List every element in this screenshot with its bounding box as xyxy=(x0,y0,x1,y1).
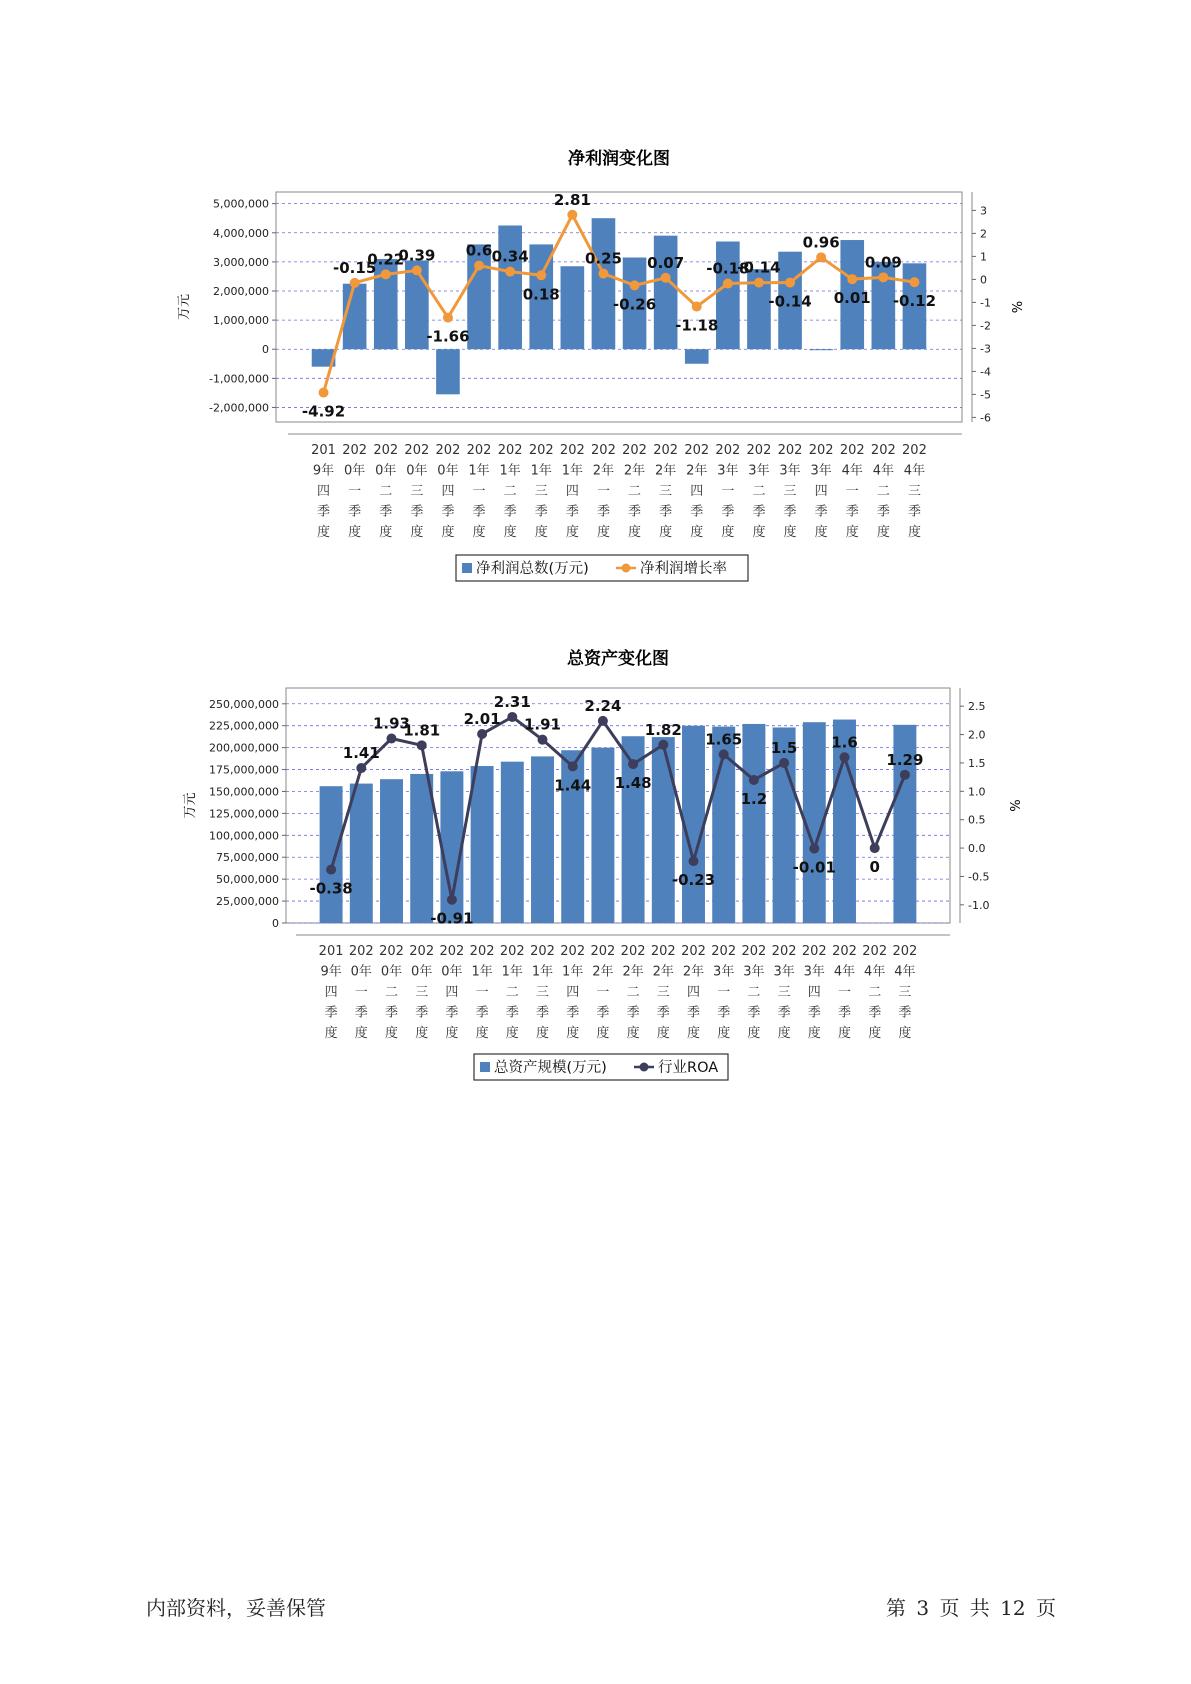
x-tick-label: 202 1年三季度 xyxy=(528,443,554,540)
x-tick-label: 202 1年一季度 xyxy=(466,443,492,540)
data-label: -0.18 xyxy=(706,259,750,278)
x-tick-label: 202 1年四季度 xyxy=(559,443,585,540)
chart-title: 净利润变化图 xyxy=(568,149,670,169)
data-label: 2.24 xyxy=(584,696,622,715)
data-label: -1.18 xyxy=(675,316,719,335)
y-tick-label: 4,000,000 xyxy=(213,226,269,240)
y-tick-label: 250,000,000 xyxy=(209,697,279,711)
data-label: 1.48 xyxy=(614,774,652,793)
line-point xyxy=(816,252,826,262)
y2-tick-label: 2 xyxy=(980,227,987,241)
bar xyxy=(742,724,765,923)
x-tick-label: 202 0年二季度 xyxy=(373,443,399,540)
data-label: 0.96 xyxy=(802,233,840,252)
y2-tick-label: -6 xyxy=(980,411,991,425)
line-point xyxy=(689,856,699,866)
x-tick-label: 202 3年三季度 xyxy=(771,944,797,1041)
y2-axis-title: % xyxy=(1008,300,1023,314)
data-label: 1.93 xyxy=(372,714,411,733)
footer-confidential-note: 内部资料，妥善保管 xyxy=(146,1596,326,1620)
x-tick-label: 202 1年三季度 xyxy=(530,944,555,1041)
line-point xyxy=(754,278,764,288)
x-tick-label: 202 0年一季度 xyxy=(342,443,368,540)
y2-tick-label: -1 xyxy=(980,296,991,310)
x-tick-label: 201 9年四季度 xyxy=(318,944,344,1041)
y2-tick-label: 3 xyxy=(980,204,987,218)
x-tick-label: 202 2年四季度 xyxy=(684,443,710,540)
data-label: 0.01 xyxy=(833,289,871,308)
data-label: -0.01 xyxy=(792,858,836,877)
x-tick-label: 202 2年一季度 xyxy=(590,944,616,1041)
y2-tick-label: 0.5 xyxy=(968,813,986,827)
x-tick-label: 202 3年四季度 xyxy=(808,443,834,540)
bar xyxy=(531,756,554,923)
data-label: 0.34 xyxy=(491,247,529,266)
y2-tick-label: 1.0 xyxy=(968,785,986,799)
x-tick-label: 202 4年一季度 xyxy=(832,944,857,1041)
y2-tick-label: -5 xyxy=(980,388,991,402)
data-label: 0.09 xyxy=(864,253,902,272)
x-tick-label: 202 1年二季度 xyxy=(497,443,523,540)
data-label: -0.26 xyxy=(612,295,657,314)
data-label: -0.91 xyxy=(430,909,474,928)
legend-bar-swatch xyxy=(480,1062,490,1072)
line-point xyxy=(538,735,548,745)
legend-line-label: 净利润增长率 xyxy=(640,561,727,577)
line-point xyxy=(356,763,366,773)
bar xyxy=(471,766,494,923)
bar xyxy=(654,236,678,350)
line-point xyxy=(505,267,515,277)
y-tick-label: 150,000,000 xyxy=(209,785,279,799)
legend-bar-label: 总资产规模(万元) xyxy=(494,1060,607,1076)
bar xyxy=(809,349,833,350)
y2-tick-label: 0.0 xyxy=(968,842,986,856)
y2-axis-title: % xyxy=(1006,799,1021,812)
y2-tick-label: 1.5 xyxy=(968,756,986,770)
data-label: -0.38 xyxy=(309,879,353,898)
legend-line-label: 行业ROA xyxy=(658,1060,719,1076)
data-label: 1.6 xyxy=(831,733,858,752)
x-tick-label: 202 2年三季度 xyxy=(650,944,676,1041)
x-tick-label: 202 2年一季度 xyxy=(591,443,616,540)
line-point xyxy=(474,261,484,271)
data-label: 1.82 xyxy=(644,720,682,739)
line-point xyxy=(870,843,880,853)
x-tick-label: 202 0年四季度 xyxy=(439,944,465,1041)
data-label: 0.07 xyxy=(647,253,685,272)
line-point xyxy=(417,740,427,750)
line-point xyxy=(692,302,702,312)
line-point xyxy=(719,749,729,759)
y-tick-label: 1,000,000 xyxy=(213,314,269,328)
x-tick-label: 202 1年四季度 xyxy=(560,944,586,1041)
y-tick-label: 3,000,000 xyxy=(213,255,269,269)
y-axis-title: 万元 xyxy=(183,792,198,819)
y-axis-title: 万元 xyxy=(177,293,192,321)
data-label: -0.12 xyxy=(892,292,937,311)
x-tick-label: 202 3年二季度 xyxy=(741,944,767,1041)
line-point xyxy=(878,272,888,282)
data-label: 0.6 xyxy=(465,241,493,260)
y2-tick-label: 0 xyxy=(980,273,987,287)
x-tick-label: 202 0年一季度 xyxy=(348,944,374,1041)
y-tick-label: 100,000,000 xyxy=(209,829,279,843)
line-point xyxy=(447,895,457,905)
x-tick-label: 202 0年三季度 xyxy=(404,443,430,540)
bar xyxy=(652,737,675,923)
y2-tick-label: -2 xyxy=(980,319,991,333)
legend-bar-swatch xyxy=(462,563,472,573)
bar xyxy=(561,266,585,349)
line-point xyxy=(350,278,360,288)
chart-title: 总资产变化图 xyxy=(567,649,669,669)
line-point xyxy=(840,752,850,762)
bar xyxy=(465,241,493,349)
line-point xyxy=(598,269,608,279)
x-tick-label: 202 0年三季度 xyxy=(409,944,435,1041)
y2-tick-label: -3 xyxy=(980,342,991,356)
data-label: 1.91 xyxy=(523,715,562,734)
data-label: 1.44 xyxy=(554,776,592,795)
data-label: 1.29 xyxy=(886,750,924,769)
line-point xyxy=(536,270,546,280)
data-label: 2.81 xyxy=(553,190,591,209)
x-tick-label: 202 1年一季度 xyxy=(469,944,495,1041)
line-point xyxy=(326,865,336,875)
footer-page-number: 第 3 页 共 12 页 xyxy=(886,1596,1056,1620)
y-tick-label: 200,000,000 xyxy=(209,741,279,755)
bar xyxy=(436,349,460,394)
line-point xyxy=(568,761,578,771)
y-tick-label: 75,000,000 xyxy=(216,851,279,865)
bar xyxy=(410,774,433,923)
x-tick-label: 202 4年一季度 xyxy=(839,443,865,540)
x-tick-label: 202 2年四季度 xyxy=(681,944,706,1041)
bar xyxy=(320,786,343,923)
x-tick-label: 202 4年二季度 xyxy=(862,944,888,1041)
line-point xyxy=(723,279,733,289)
y-tick-label: -1,000,000 xyxy=(209,372,269,386)
line-point xyxy=(749,775,759,785)
line-point xyxy=(381,269,391,279)
line-point xyxy=(785,278,795,288)
y-tick-label: 5,000,000 xyxy=(213,197,269,211)
x-tick-label: 202 1年二季度 xyxy=(499,944,525,1041)
line-point xyxy=(909,277,919,287)
data-label: 0 xyxy=(869,858,880,877)
line-point xyxy=(628,759,638,769)
y-tick-label: 225,000,000 xyxy=(209,719,279,733)
line-point xyxy=(809,844,819,854)
y-tick-label: 0 xyxy=(272,917,279,930)
data-label: 0.25 xyxy=(584,249,622,268)
y-tick-label: 2,000,000 xyxy=(213,284,269,298)
line-point xyxy=(779,758,789,768)
x-tick-label: 202 3年一季度 xyxy=(711,944,737,1041)
data-label: 1.2 xyxy=(740,789,768,808)
x-tick-label: 202 0年二季度 xyxy=(379,944,404,1041)
line-point xyxy=(443,313,453,323)
data-label: 1.65 xyxy=(705,730,743,749)
y2-tick-label: -1.0 xyxy=(968,898,990,912)
line-point xyxy=(567,210,577,220)
line-point xyxy=(507,712,517,722)
line-point xyxy=(630,280,640,290)
line-point xyxy=(900,770,910,780)
x-tick-label: 202 4年二季度 xyxy=(870,443,896,540)
net-profit-chart xyxy=(0,130,1191,610)
line-point xyxy=(658,740,668,750)
y2-tick-label: 2.0 xyxy=(968,728,986,742)
data-label: -4.92 xyxy=(301,402,346,421)
line-point xyxy=(598,716,608,726)
bar xyxy=(685,349,709,364)
x-tick-label: 202 3年四季度 xyxy=(801,944,827,1041)
data-label: 1.81 xyxy=(403,721,441,740)
line-point xyxy=(319,388,329,398)
x-tick-label: 202 2年三季度 xyxy=(653,443,679,540)
data-label: 0.22 xyxy=(367,250,405,269)
x-tick-label: 202 2年二季度 xyxy=(620,944,646,1041)
bar xyxy=(350,784,373,923)
data-label: -0.23 xyxy=(671,871,716,890)
x-tick-label: 201 9年四季度 xyxy=(311,443,336,540)
y-tick-label: 25,000,000 xyxy=(216,895,279,909)
x-tick-label: 202 2年二季度 xyxy=(622,443,647,540)
y2-tick-label: 2.5 xyxy=(968,700,986,714)
data-label: -1.66 xyxy=(426,327,470,346)
y2-tick-label: 1 xyxy=(980,250,987,264)
line-point xyxy=(387,734,397,744)
data-label: 1.5 xyxy=(770,738,798,757)
bar xyxy=(501,762,524,923)
data-label: 0.39 xyxy=(398,246,436,265)
data-label: 0.18 xyxy=(522,285,560,304)
x-tick-label: 202 3年一季度 xyxy=(715,443,741,540)
bar xyxy=(380,779,403,923)
bar xyxy=(498,225,522,349)
x-tick-label: 202 3年二季度 xyxy=(746,443,772,540)
total-assets-chart xyxy=(0,630,1191,1090)
data-label: -0.14 xyxy=(737,258,781,277)
line-point xyxy=(847,274,857,284)
x-tick-label: 202 4年三季度 xyxy=(902,443,927,540)
y-tick-label: 50,000,000 xyxy=(216,873,279,887)
y-tick-label: -2,000,000 xyxy=(209,401,269,415)
data-label: 2.01 xyxy=(463,709,501,728)
y-tick-label: 175,000,000 xyxy=(209,763,279,777)
data-label: -0.15 xyxy=(333,258,377,277)
bar xyxy=(591,748,614,923)
line-point xyxy=(412,265,422,275)
y-tick-label: 125,000,000 xyxy=(209,807,279,821)
y2-tick-label: -0.5 xyxy=(968,870,990,884)
x-tick-label: 202 4年三季度 xyxy=(892,944,918,1041)
line-point xyxy=(661,273,671,283)
data-label: 2.31 xyxy=(493,692,531,711)
x-tick-label: 202 3年三季度 xyxy=(777,443,803,540)
legend-bar-label: 净利润总数(万元) xyxy=(476,561,589,577)
y2-tick-label: -4 xyxy=(980,365,991,379)
data-label: 1.41 xyxy=(342,744,380,763)
data-label: -0.14 xyxy=(768,292,812,311)
bar xyxy=(716,241,740,349)
x-tick-label: 202 0年四季度 xyxy=(435,443,461,540)
line-point xyxy=(477,729,487,739)
bar xyxy=(592,218,616,349)
legend-line-marker xyxy=(640,1063,649,1072)
y-tick-label: 0 xyxy=(262,343,269,357)
legend-line-marker xyxy=(622,564,631,573)
